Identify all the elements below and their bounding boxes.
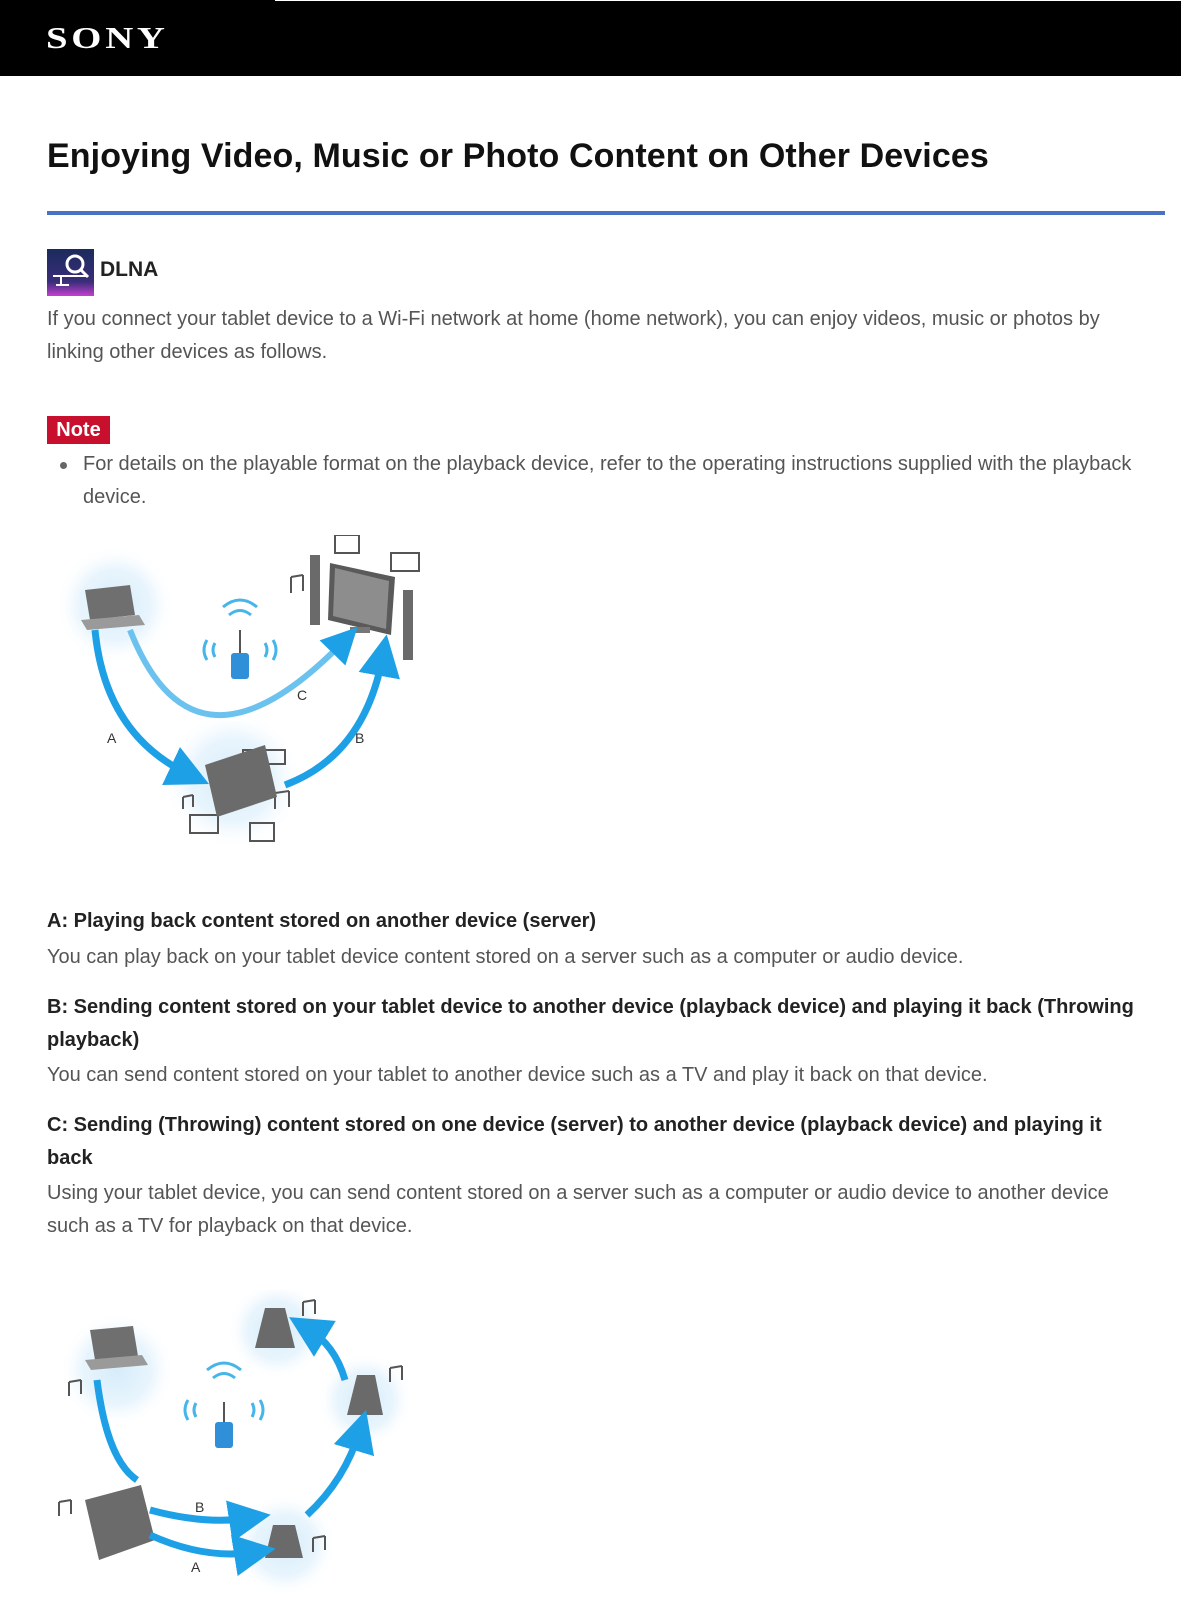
section-a-heading: A: Playing back content stored on another device (server) <box>47 910 597 932</box>
tv-icon <box>328 563 395 635</box>
section-b-body: You can send content stored on your tablet to another device such as a TV and play it back on that device. <box>47 1064 988 1086</box>
section-b-heading: B: Sending content stored on your tablet device to another device (playback device) and playing it back (Throwing playback) <box>47 996 1134 1051</box>
wifi-router-icon <box>204 600 276 679</box>
header-bar <box>0 0 1181 76</box>
label-a: A <box>107 730 117 746</box>
label-b: B <box>355 730 365 746</box>
label-c: C <box>297 687 308 703</box>
dlna-diagram-1 <box>45 535 445 875</box>
section-c-body: Using your tablet device, you can send content stored on a server such as a computer or audio device to another device such as a TV for playback on that device. <box>47 1182 1109 1237</box>
sony-logo[interactable]: SONY <box>46 20 169 55</box>
title-rule <box>47 211 1165 215</box>
dlna-diagram-2 <box>45 1290 435 1624</box>
wifi-router-icon <box>185 1363 263 1448</box>
tablet-icon <box>85 1485 155 1560</box>
note-badge: Note <box>47 416 110 444</box>
label-b: B <box>195 1499 205 1515</box>
header-divider <box>275 0 1181 1</box>
page-title: Enjoying Video, Music or Photo Content on Other Devices <box>47 137 989 175</box>
app-name: DLNA <box>100 258 159 281</box>
section-c-heading: C: Sending (Throwing) content stored on one device (server) to another device (playback device) and playing it back <box>47 1114 1102 1169</box>
label-a: A <box>191 1559 201 1575</box>
arrow-up-1 <box>307 1430 360 1515</box>
bullet-dot <box>60 462 67 469</box>
dlna-app-icon <box>47 249 94 296</box>
section-a-body: You can play back on your tablet device content stored on a server such as a computer or audio device. <box>47 946 964 968</box>
intro-text: If you connect your tablet device to a Wi-Fi network at home (home network), you can enjoy videos, music or photos by linking other devices as follows. <box>47 308 1100 363</box>
note-item: For details on the playable format on the playback device, refer to the operating instructions supplied with the playback device. <box>83 453 1132 508</box>
